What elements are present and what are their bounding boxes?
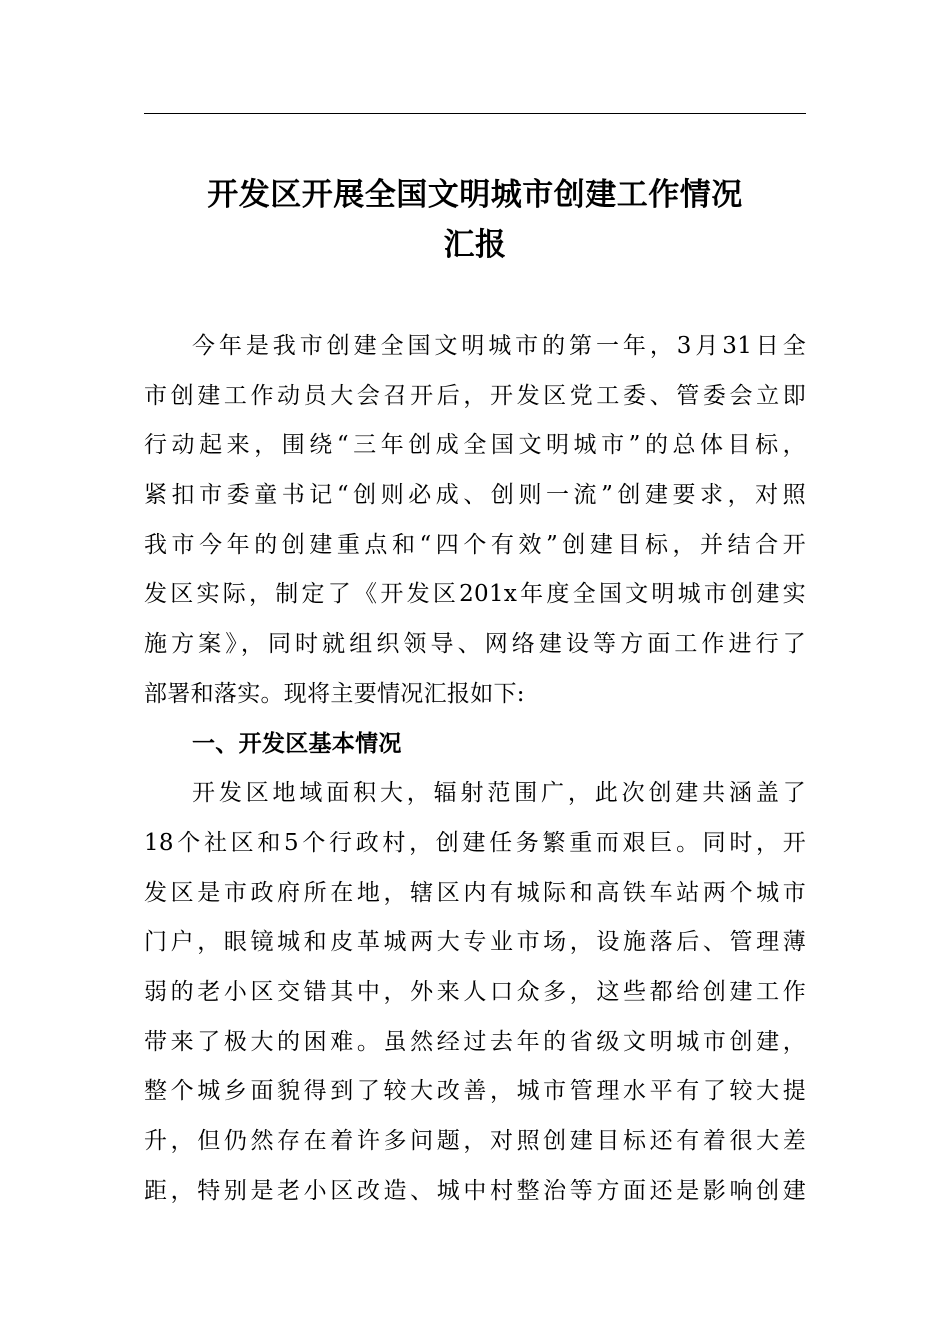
paragraph-line: 带来了极大的困难。虽然经过去年的省级文明城市创建， xyxy=(144,1028,806,1055)
paragraph-line: 发区实际，制定了《开发区201x年度全国文明城市创建实 xyxy=(144,581,806,608)
paragraph-line: 行动起来，围绕“三年创成全国文明城市”的总体目标， xyxy=(144,432,806,459)
paragraph-intro xyxy=(144,322,806,720)
header-rule xyxy=(144,113,806,114)
paragraph-line: 18个社区和5个行政村，创建任务繁重而艰巨。同时，开 xyxy=(144,829,806,856)
section-heading: 一、开发区基本情况 xyxy=(192,730,402,757)
paragraph-line: 升，但仍然存在着许多问题，对照创建目标还有着很大差 xyxy=(144,1128,806,1154)
title-line-2: 汇报 xyxy=(443,227,507,263)
title-line-1: 开发区开展全国文明城市创建工作情况 xyxy=(207,177,743,213)
paragraph-line: 发区是市政府所在地，辖区内有城际和高铁车站两个城市 xyxy=(144,879,806,906)
paragraph-line: 紧扣市委童书记“创则必成、创则一流”创建要求，对照 xyxy=(144,482,806,509)
document-body xyxy=(144,322,806,1216)
paragraph-line: 部署和落实。现将主要情况汇报如下: xyxy=(144,680,525,707)
paragraph-line: 整个城乡面貌得到了较大改善，城市管理水平有了较大提 xyxy=(144,1078,806,1105)
paragraph-line: 我市今年的创建重点和“四个有效”创建目标，并结合开 xyxy=(144,531,806,558)
paragraph-line: 市创建工作动员大会召开后，开发区党工委、管委会立即 xyxy=(144,382,806,409)
paragraph-basic-situation xyxy=(144,769,806,1216)
paragraph-line: 弱的老小区交错其中，外来人口众多，这些都给创建工作 xyxy=(144,978,806,1005)
paragraph-line: 距，特别是老小区改造、城中村整治等方面还是影响创建 xyxy=(144,1177,806,1204)
paragraph-line: 开发区地域面积大，辐射范围广，此次创建共涵盖了 xyxy=(192,780,806,807)
paragraph-line: 施方案》，同时就组织领导、网络建设等方面工作进行了 xyxy=(144,631,806,658)
paragraph-line: 今年是我市创建全国文明城市的第一年，3月31日全 xyxy=(192,333,806,359)
paragraph-line: 门户，眼镜城和皮革城两大专业市场，设施落后、管理薄 xyxy=(144,929,806,956)
document-title xyxy=(144,170,806,270)
